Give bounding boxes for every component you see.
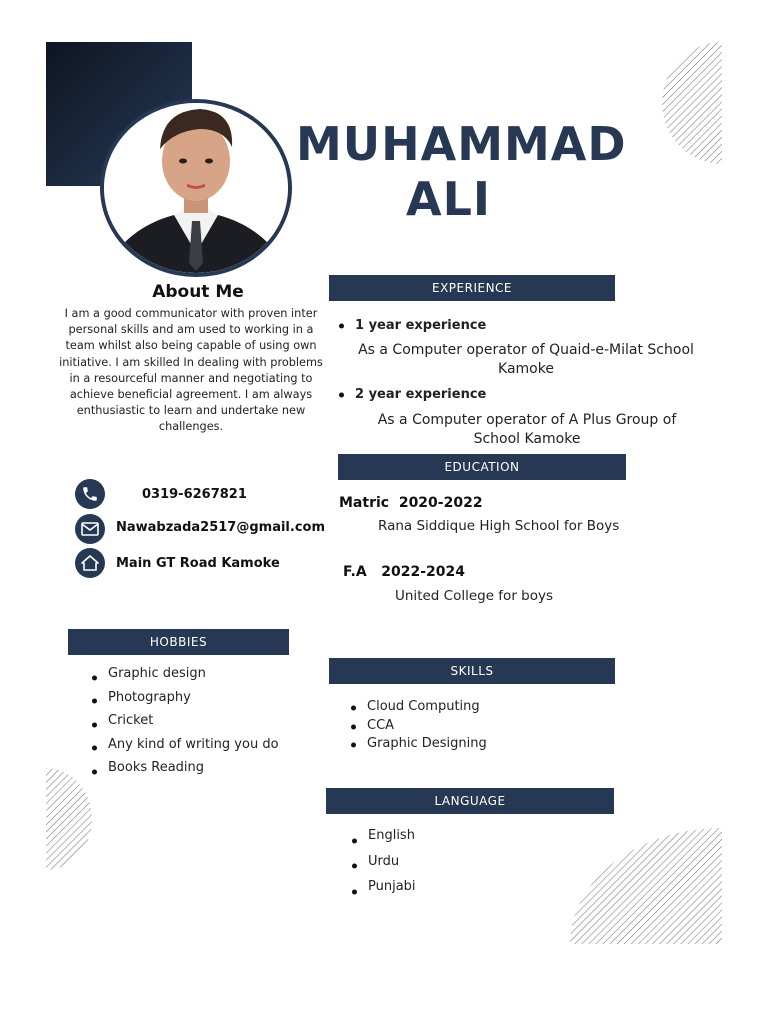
hobby-item: Photography (90, 690, 330, 714)
about-text: I am a good communicator with proven inter personal skills and am used to working in a team whilst also being capable of using own initiative. I am skilled In dealing with problems in a resourceful manner and negotiating to achieve beneficial agreement. I am always enthusiastic to learn and undertake new challenges. (59, 307, 323, 434)
decor-hatched-semicircle-left (46, 768, 92, 870)
home-icon (75, 548, 105, 578)
contact-email: Nawabzada2517@gmail.com (116, 520, 325, 535)
mail-icon (75, 514, 105, 544)
hobbies-list (90, 666, 330, 784)
hobby-item: Cricket (90, 713, 330, 737)
education-item-heading: F.A 2022-2024 (343, 564, 466, 580)
language-list (350, 828, 550, 905)
experience-header: EXPERIENCE (329, 275, 615, 301)
hobby-item: Graphic design (90, 666, 330, 690)
experience-item-detail: As a Computer operator of A Plus Group of School Kamoke (377, 412, 677, 447)
profile-photo (100, 99, 292, 277)
language-item: Urdu (350, 854, 550, 880)
experience-list (337, 318, 737, 333)
education-header: EDUCATION (338, 454, 626, 480)
profile-photo-illustration (104, 103, 288, 273)
hobby-item: Any kind of writing you do (90, 737, 330, 761)
skill-item: CCA (349, 718, 589, 737)
name-first: MUHAMMAD (296, 117, 627, 171)
experience-item-heading: 1 year experience (337, 318, 737, 333)
experience-item-heading: 2 year experience (337, 387, 737, 402)
hobbies-header: HOBBIES (68, 629, 289, 655)
language-item: English (350, 828, 550, 854)
phone-icon (75, 479, 105, 509)
contact-address: Main GT Road Kamoke (116, 556, 280, 571)
education-item-detail: United College for boys (395, 588, 554, 604)
about-title: About Me (152, 282, 244, 302)
name-last: ALI (406, 172, 492, 226)
contact-phone: 0319-6267821 (142, 487, 247, 502)
decor-hatched-quarter-bottom-right (570, 828, 722, 944)
language-item: Punjabi (350, 879, 550, 905)
skills-list (349, 699, 589, 755)
experience-item-detail: As a Computer operator of Quaid-e-Milat School Kamoke (358, 342, 694, 377)
education-item-detail: Rana Siddique High School for Boys (378, 518, 620, 534)
education-item-heading: Matric 2020-2022 (339, 495, 483, 511)
language-header: LANGUAGE (326, 788, 614, 814)
hobby-item: Books Reading (90, 760, 330, 784)
skill-item: Cloud Computing (349, 699, 589, 718)
skill-item: Graphic Designing (349, 736, 589, 755)
experience-list (337, 387, 737, 402)
skills-header: SKILLS (329, 658, 615, 684)
decor-hatched-circle-top-right (654, 42, 722, 164)
